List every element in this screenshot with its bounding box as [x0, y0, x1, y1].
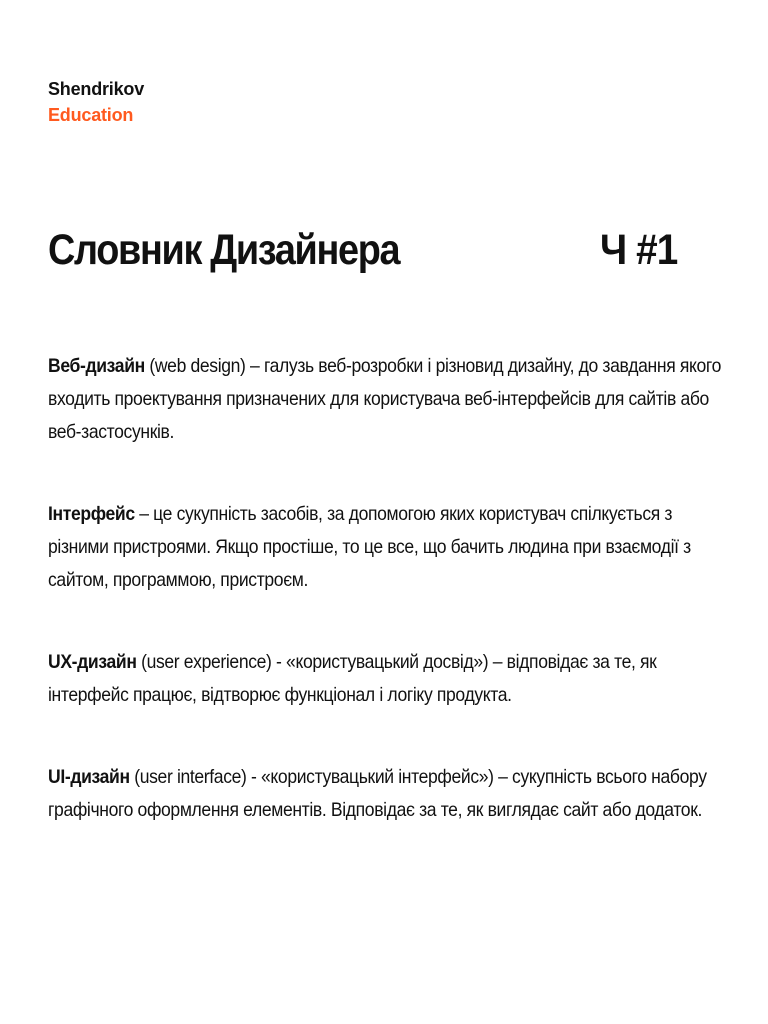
glossary-definition: (user experience) - «користувацький досвід») – відповідає за те, як інтерфейс працює, відтворює функціонал і логіку продукта. — [48, 651, 657, 706]
glossary-term: Інтерфейс — [48, 503, 135, 525]
glossary-term: Веб-дизайн — [48, 355, 145, 377]
glossary-definition: – це сукупність засобів, за допомогою яких користувач спілкується з різними пристроями. Якщо простіше, то це все, що бачить людина при взаємодії з сайтом, программою, пристроєм. — [48, 503, 691, 591]
glossary-term: UI-дизайн — [48, 766, 130, 788]
brand-subtitle: Education — [48, 105, 134, 125]
glossary-item-web-design — [48, 350, 728, 449]
glossary-item-interface — [48, 498, 728, 597]
brand-name: Shendrikov — [48, 79, 145, 99]
page-title: Словник Дизайнера — [48, 226, 400, 274]
glossary-term: UX-дизайн — [48, 651, 137, 673]
glossary-list — [48, 350, 728, 876]
brand-logo — [48, 76, 144, 128]
part-number: Ч #1 — [600, 226, 678, 274]
glossary-definition: (user interface) - «користувацький інтерфейс») – сукупність всього набору графічного оформлення елементів. Відповідає за те, як виглядає сайт або додаток. — [48, 766, 707, 821]
glossary-definition: (web design) – галузь веб-розробки і різновид дизайну, до завдання якого входить проектування призначених для користувача веб-інтерфейсів для сайтів або веб-застосунків. — [48, 355, 721, 443]
glossary-item-ux-design — [48, 646, 728, 712]
glossary-item-ui-design — [48, 761, 728, 827]
page-header — [48, 222, 708, 278]
